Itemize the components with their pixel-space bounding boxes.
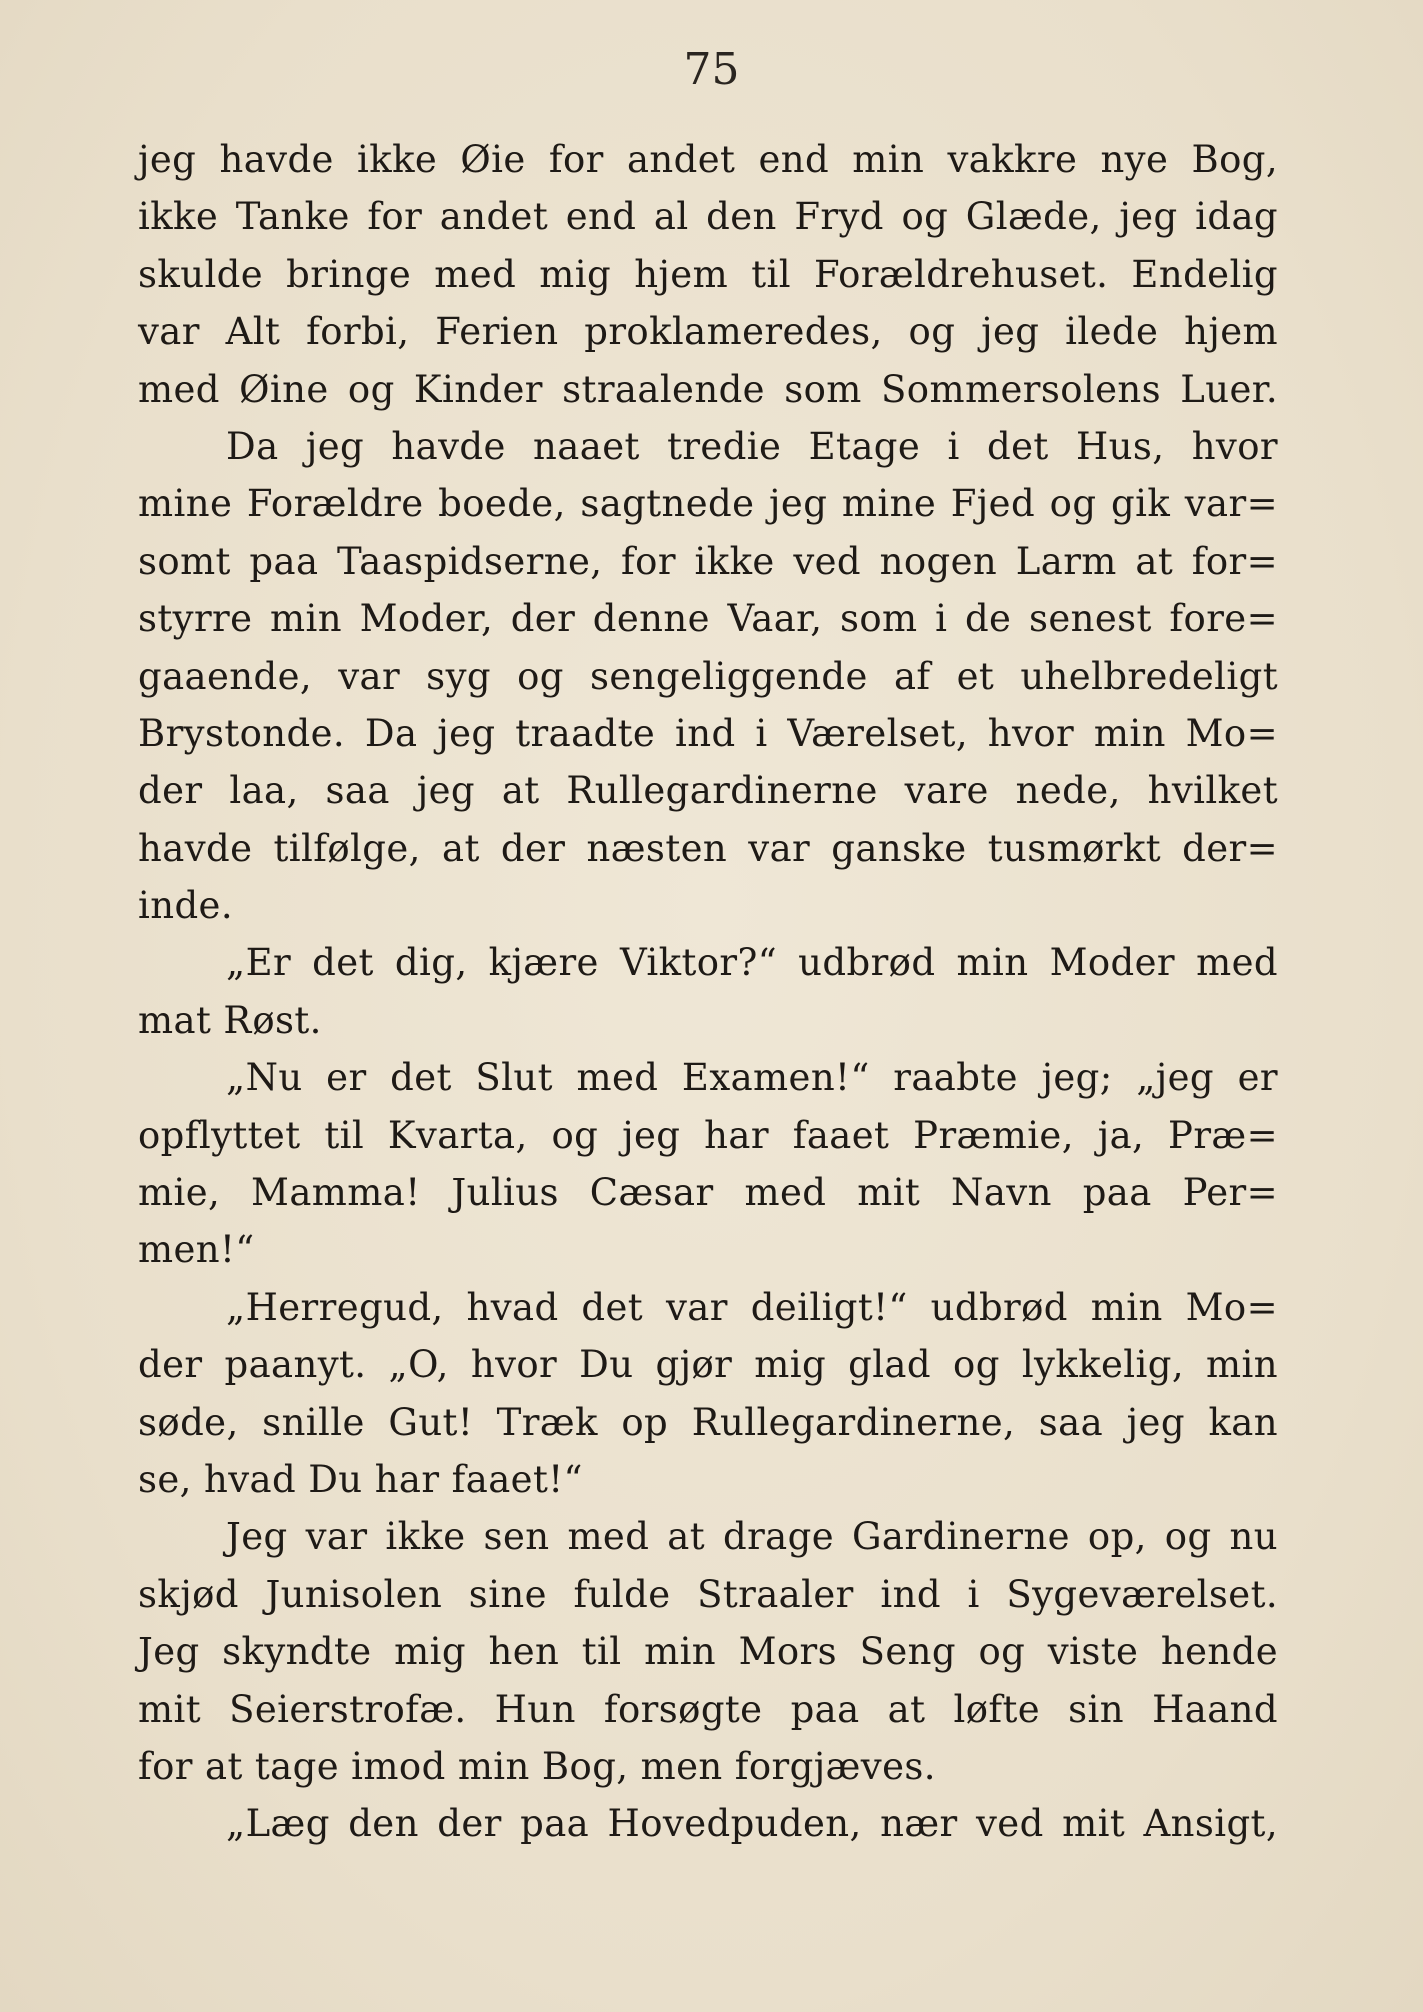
text-line: søde, snille Gut! Træk op Rullegardinerne, saa jeg kan: [138, 1400, 1278, 1444]
text-line: ikke Tanke for andet end al den Fryd og Glæde, jeg idag: [138, 195, 1278, 239]
text-line: havde tilfølge, at der næsten var ganske tusmørkt der=: [138, 826, 1278, 870]
text-line: mat Røst.: [138, 998, 322, 1042]
text-line: mine Forældre boede, sagtnede jeg mine Fjed og gik var=: [138, 482, 1278, 526]
text-line: Da jeg havde naaet tredie Etage i det Hus, hvor: [226, 424, 1278, 468]
text-line: Jeg skyndte mig hen til min Mors Seng og viste hende: [138, 1630, 1278, 1674]
text-line: der paanyt. „O, hvor Du gjør mig glad og lykkelig, min: [138, 1343, 1278, 1387]
text-line: somt paa Taaspidserne, for ikke ved nogen Larm at for=: [138, 539, 1278, 583]
text-line: med Øine og Kinder straalende som Sommersolens Luer.: [138, 367, 1278, 411]
text-line: Jeg var ikke sen med at drage Gardinerne op, og nu: [226, 1515, 1278, 1559]
text-line: jeg havde ikke Øie for andet end min vakkre nye Bog,: [138, 138, 1278, 181]
text-line: skjød Junisolen sine fulde Straaler ind i Sygeværelset.: [138, 1572, 1278, 1616]
text-line: men!“: [138, 1228, 255, 1272]
text-line: Brystonde. Da jeg traadte ind i Værelset, hvor min Mo=: [138, 711, 1278, 755]
text-line: „Nu er det Slut med Examen!“ raabte jeg; „jeg er: [226, 1056, 1278, 1100]
body-text: [138, 131, 1278, 1853]
text-line: mit Seierstrofæ. Hun forsøgte paa at løfte sin Haand: [138, 1687, 1278, 1731]
text-line: inde.: [138, 884, 234, 928]
text-line: gaaende, var syg og sengeliggende af et uhelbredeligt: [138, 654, 1278, 698]
text-line: skulde bringe med mig hjem til Forældrehuset. Endelig: [138, 252, 1278, 296]
text-line: „Er det dig, kjære Viktor?“ udbrød min Moder med: [226, 941, 1278, 985]
text-line: „Herregud, hvad det var deiligt!“ udbrød min Mo=: [226, 1285, 1278, 1329]
text-line: mie, Mamma! Julius Cæsar med mit Navn paa Per=: [138, 1171, 1278, 1215]
page-number: 75: [683, 44, 740, 95]
text-line: var Alt forbi, Ferien proklameredes, og jeg ilede hjem: [138, 310, 1278, 354]
text-line: styrre min Moder, der denne Vaar, som i de senest fore=: [138, 597, 1278, 641]
text-line: se, hvad Du har faaet!“: [138, 1457, 583, 1501]
text-line: „Læg den der paa Hovedpuden, nær ved mit Ansigt,: [226, 1802, 1278, 1846]
text-line: opflyttet til Kvarta, og jeg har faaet Præmie, ja, Præ=: [138, 1113, 1278, 1157]
text-line: for at tage imod min Bog, men forgjæves.: [138, 1744, 936, 1788]
text-line: der laa, saa jeg at Rullegardinerne vare nede, hvilket: [138, 769, 1278, 813]
